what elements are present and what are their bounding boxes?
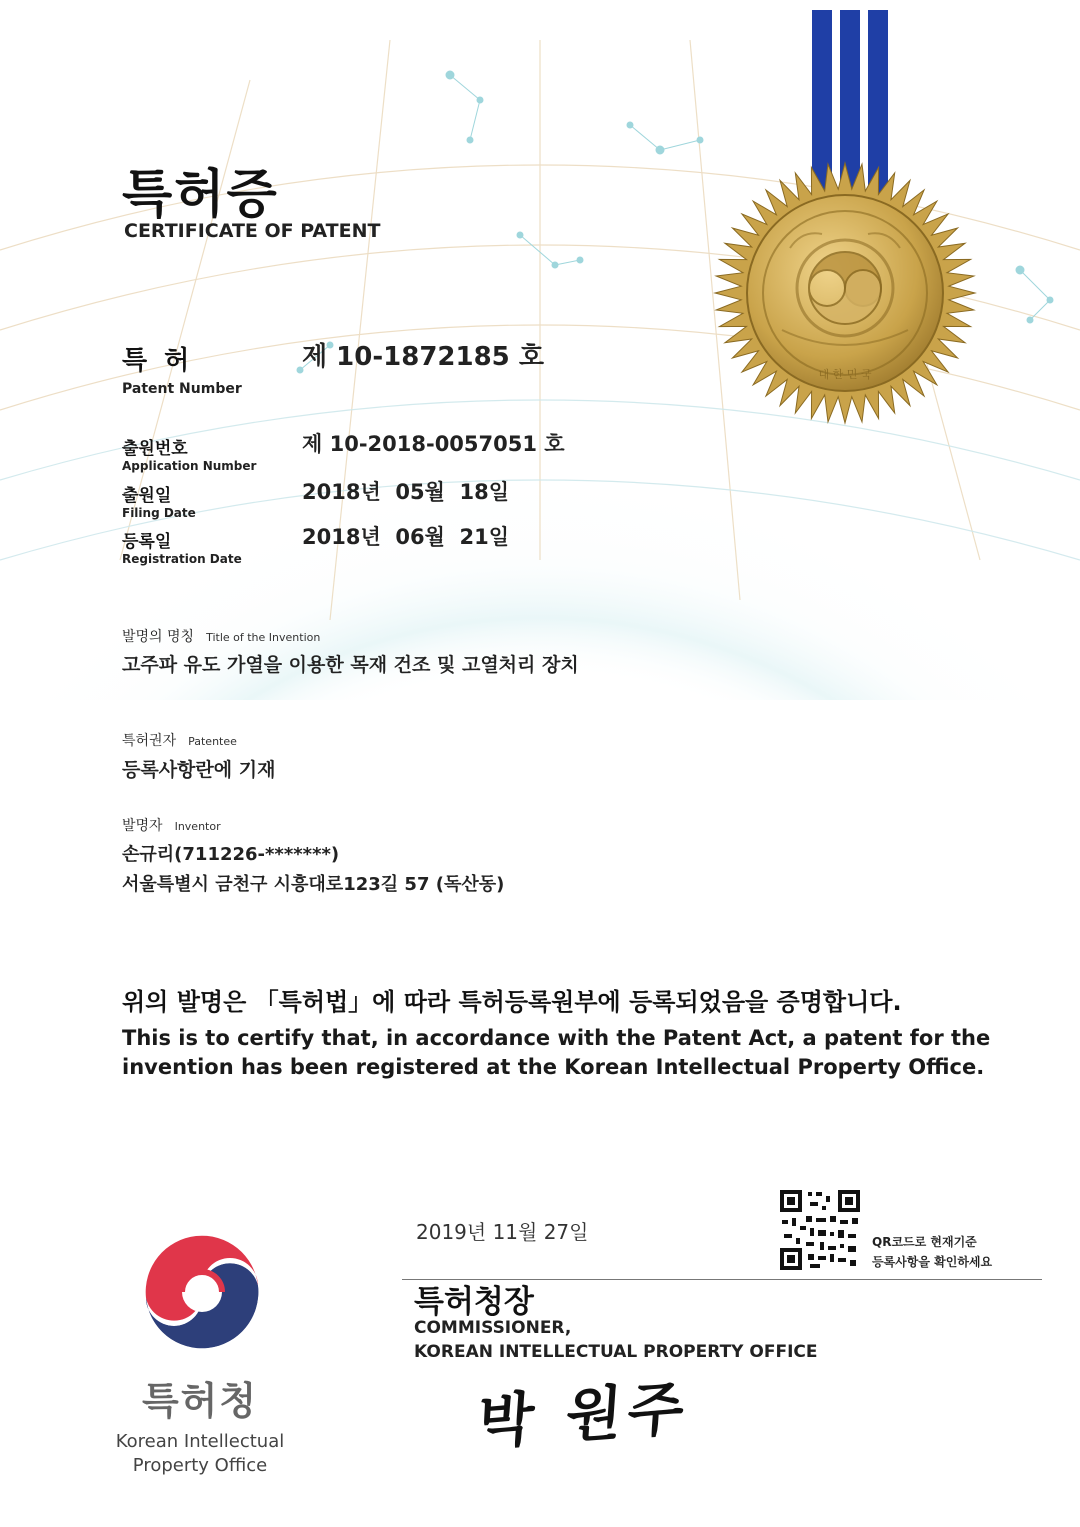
patent-number-label [122, 340, 242, 397]
invention-title-value: 고주파 유도 가열을 이용한 목재 건조 및 고열처리 장치 [122, 654, 579, 676]
inventor-label [122, 815, 221, 835]
filing-date-value: 2018년 05월 18일 [302, 480, 509, 504]
invention-label-ko: 발명의 명칭 [122, 629, 195, 645]
filing-date-label [122, 481, 196, 520]
patent-label-en: Patent Number [122, 381, 242, 397]
certificate-title-en: CERTIFICATE OF PATENT [124, 220, 381, 242]
commissioner-title-en: COMMISSIONER, [414, 1318, 572, 1338]
application-label-en: Application Number [122, 459, 257, 473]
application-number-label [122, 434, 256, 473]
certification-text-ko: 위의 발명은 「특허법」에 따라 특허등록원부에 등록되었음을 증명합니다. [122, 988, 902, 1016]
registration-date-value: 2018년 06월 21일 [302, 525, 509, 549]
commissioner-title-ko: 특허청장 [414, 1284, 534, 1320]
qr-instructions [872, 1232, 992, 1272]
inventor-name: 손규리(711226-*******) [122, 844, 340, 865]
kipo-name-ko: 특허청 [141, 1379, 259, 1423]
application-number-value: 제 10-2018-0057051 호 [302, 432, 565, 456]
inventor-label-en: Inventor [174, 820, 221, 833]
registration-date-label [122, 527, 242, 566]
kipo-name-en [100, 1430, 300, 1478]
gold-seal-emblem [712, 160, 978, 426]
seal-text: 대 한 민 국 [818, 368, 872, 381]
patentee-value: 등록사항란에 기재 [122, 759, 276, 781]
commissioner-signature: 박 원주 [475, 1373, 693, 1457]
patent-label-ko: 특 허 [122, 346, 194, 376]
certificate-title-ko: 특허증 [122, 165, 279, 225]
kipo-name-en-line2: Property Office [132, 1455, 268, 1476]
patentee-label [122, 730, 237, 750]
patentee-label-ko: 특허권자 [122, 733, 177, 749]
filing-label-ko: 출원일 [122, 486, 172, 506]
qr-line2: 등록사항을 확인하세요 [872, 1255, 993, 1269]
kipo-name-en-line1: Korean Intellectual [115, 1431, 285, 1452]
qr-line1: QR코드로 현재기준 [872, 1235, 977, 1249]
application-label-ko: 출원번호 [122, 439, 188, 459]
kipo-logo-icon [138, 1228, 266, 1356]
patentee-label-en: Patentee [188, 735, 237, 748]
registration-label-en: Registration Date [122, 552, 242, 566]
inventor-address: 서울특별시 금천구 시흥대로123길 57 (독산동) [122, 874, 505, 895]
filing-label-en: Filing Date [122, 506, 196, 520]
patent-number-value: 제 10-1872185 호 [302, 342, 544, 372]
qr-code[interactable] [780, 1190, 860, 1270]
inventor-label-ko: 발명자 [122, 818, 163, 834]
commissioner-office-en: KOREAN INTELLECTUAL PROPERTY OFFICE [414, 1342, 818, 1362]
registration-label-ko: 등록일 [122, 532, 172, 552]
issue-date: 2019년 11월 27일 [416, 1220, 589, 1244]
invention-label-en: Title of the Invention [206, 631, 321, 644]
certification-text-en: This is to certify that, in accordance with the Patent Act, a patent for the invention has been registered at the Korean Intellectual Property Office. [122, 1026, 991, 1079]
invention-label [122, 626, 320, 646]
